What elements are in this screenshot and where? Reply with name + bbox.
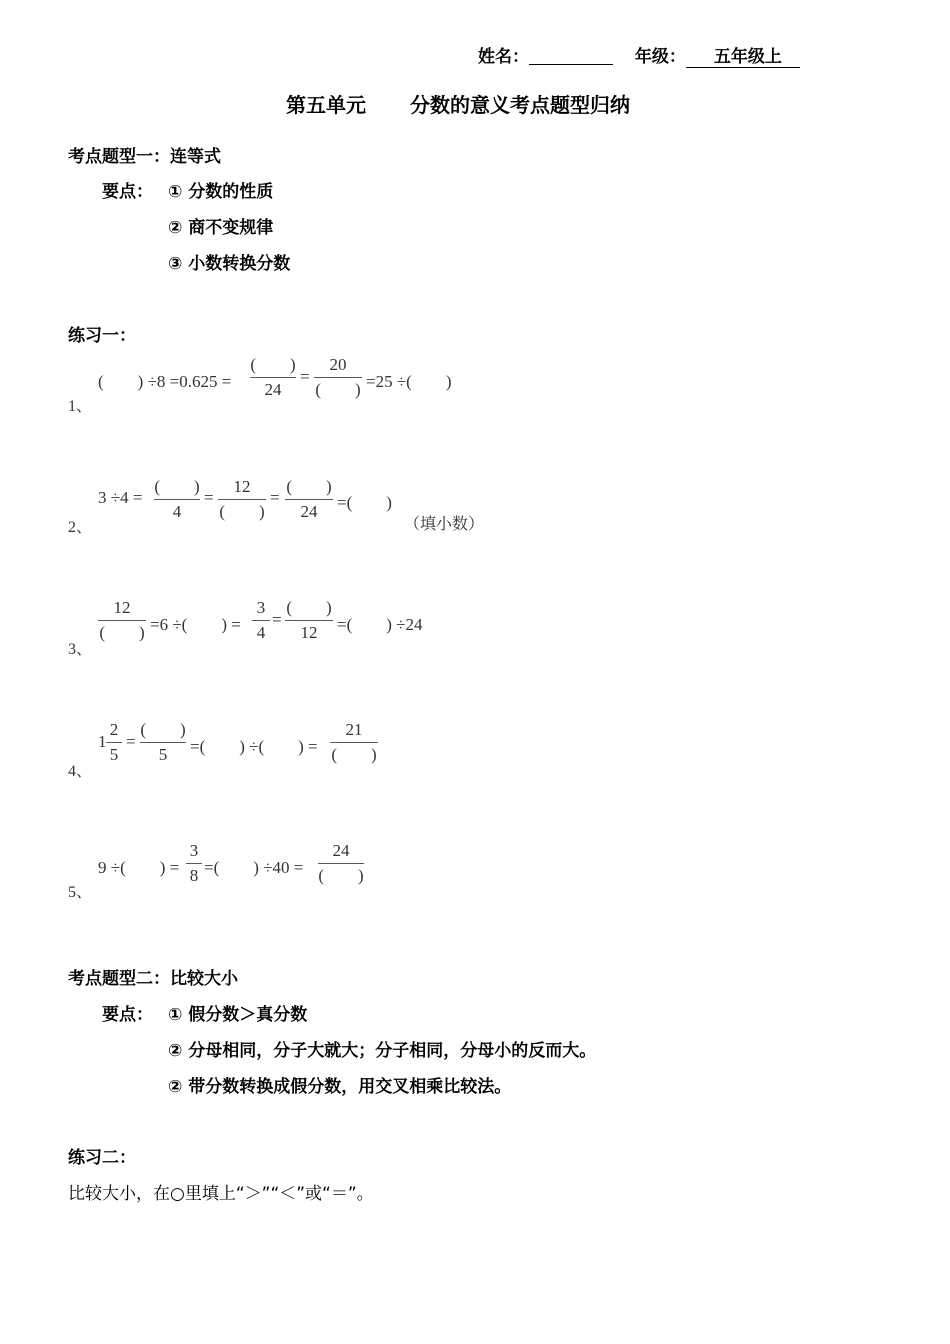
section2-point: ① 假分数＞真分数 — [168, 1005, 308, 1025]
equals-sign: = — [270, 488, 280, 507]
q2-part-b[interactable]: =( ) — [337, 493, 392, 512]
fraction-bar — [140, 742, 186, 743]
q4-part-a[interactable]: =( ) ÷( ) = — [190, 737, 318, 756]
q3-fraction-2 — [252, 597, 270, 644]
fraction-denominator: 5 — [109, 745, 119, 764]
q1-fraction-2 — [314, 354, 362, 401]
fraction-bar — [314, 377, 362, 378]
fraction-denominator: 4 — [172, 502, 182, 521]
fraction-denominator[interactable]: ( ) — [315, 380, 361, 399]
fraction-bar — [330, 742, 378, 743]
q1-part-a[interactable]: ( ) ÷8 =0.625 = — [98, 372, 232, 391]
fraction-numerator[interactable]: ( ) — [154, 477, 200, 496]
q1-fraction-1 — [250, 354, 296, 401]
fraction-bar — [154, 499, 200, 500]
fraction-bar — [98, 620, 146, 621]
fraction-bar — [250, 377, 296, 378]
q4-fraction-2 — [140, 719, 186, 766]
name-blank[interactable] — [529, 48, 613, 65]
section2-point: ② 分母相同，分子大就大；分子相同，分母小的反而大。 — [168, 1041, 597, 1061]
fraction-numerator[interactable]: ( ) — [286, 598, 332, 617]
q5-part-b[interactable]: =( ) ÷40 = — [204, 858, 304, 877]
fraction-denominator[interactable]: ( ) — [331, 745, 377, 764]
q5-fraction-2 — [318, 840, 364, 887]
fraction-denominator[interactable]: ( ) — [219, 502, 265, 521]
fraction-denominator[interactable]: ( ) — [99, 623, 145, 642]
fraction-bar — [186, 863, 202, 864]
equals-sign: = — [204, 488, 214, 507]
q1-part-b[interactable]: =25 ÷( ) — [366, 372, 452, 391]
page-title — [286, 89, 630, 118]
fraction-numerator[interactable]: ( ) — [250, 355, 296, 374]
equals-sign: = — [300, 367, 310, 386]
practice2-heading: 练习二： — [68, 1148, 136, 1168]
question-number: 2、 — [68, 519, 93, 536]
grade-value: 五年级上 — [713, 47, 782, 67]
q5-fraction-1 — [186, 840, 202, 887]
q3-fraction-1 — [98, 597, 146, 644]
fraction-bar — [285, 620, 333, 621]
q2-note: （填小数） — [404, 516, 485, 533]
q2-fraction-3 — [285, 476, 333, 523]
q3-part-a[interactable]: =6 ÷( ) = — [150, 615, 241, 634]
section2-points-label: 要点： — [102, 1005, 153, 1025]
title-topic: 分数的意义考点题型归纳 — [410, 93, 630, 117]
section1-point: ① 分数的性质 — [168, 182, 274, 202]
fraction-numerator: 3 — [189, 841, 199, 860]
section2-point: ② 带分数转换成假分数，用交叉相乘比较法。 — [168, 1077, 512, 1097]
fraction-denominator: 12 — [300, 623, 318, 642]
practice1-heading: 练习一： — [68, 326, 136, 346]
question-number: 4、 — [68, 763, 93, 780]
q4-whole-number: 1 — [98, 732, 107, 751]
section1-points-label: 要点： — [102, 182, 153, 202]
fraction-denominator: 24 — [300, 502, 318, 521]
q2-part-a: 3 ÷4 = — [98, 488, 143, 507]
q3-fraction-3 — [285, 597, 333, 644]
fraction-numerator: 12 — [113, 598, 131, 617]
q2-fraction-1 — [154, 476, 200, 523]
q5-part-a[interactable]: 9 ÷( ) = — [98, 858, 180, 877]
question-number: 5、 — [68, 884, 93, 901]
section1-heading: 考点题型一：连等式 — [68, 147, 221, 167]
grade-label: 年级： — [634, 47, 686, 67]
grade-field[interactable] — [686, 42, 800, 68]
question-number: 1、 — [68, 398, 93, 415]
question-number: 3、 — [68, 641, 93, 658]
section2-heading: 考点题型二：比较大小 — [68, 969, 238, 989]
fraction-denominator: 8 — [189, 866, 199, 885]
student-info — [478, 42, 800, 68]
practice2-instruction: 比较大小，在○里填上“＞”“＜”或“＝”。 — [68, 1184, 374, 1204]
fraction-denominator: 24 — [264, 380, 282, 399]
section1-point: ② 商不变规律 — [168, 218, 274, 238]
fraction-numerator: 21 — [345, 720, 363, 739]
fraction-bar — [318, 863, 364, 864]
fraction-numerator: 2 — [109, 720, 119, 739]
name-label: 姓名： — [478, 47, 529, 67]
q4-fraction-1 — [106, 719, 122, 766]
fraction-numerator: 12 — [233, 477, 251, 496]
q3-part-b[interactable]: =( ) ÷24 — [337, 615, 423, 634]
fraction-denominator[interactable]: ( ) — [318, 866, 364, 885]
fraction-denominator: 4 — [256, 623, 266, 642]
fraction-numerator: 3 — [256, 598, 266, 617]
fraction-numerator[interactable]: ( ) — [286, 477, 332, 496]
q4-fraction-3 — [330, 719, 378, 766]
fraction-numerator[interactable]: ( ) — [140, 720, 186, 739]
section1-point: ③ 小数转换分数 — [168, 254, 291, 274]
equals-sign: = — [126, 732, 136, 751]
fraction-numerator: 24 — [332, 841, 350, 860]
title-unit: 第五单元 — [286, 93, 366, 117]
equals-sign: = — [272, 610, 282, 629]
q2-fraction-2 — [218, 476, 266, 523]
fraction-bar — [218, 499, 266, 500]
fraction-numerator: 20 — [329, 355, 347, 374]
fraction-bar — [106, 742, 122, 743]
fraction-bar — [285, 499, 333, 500]
fraction-bar — [252, 620, 270, 621]
fraction-denominator: 5 — [158, 745, 168, 764]
